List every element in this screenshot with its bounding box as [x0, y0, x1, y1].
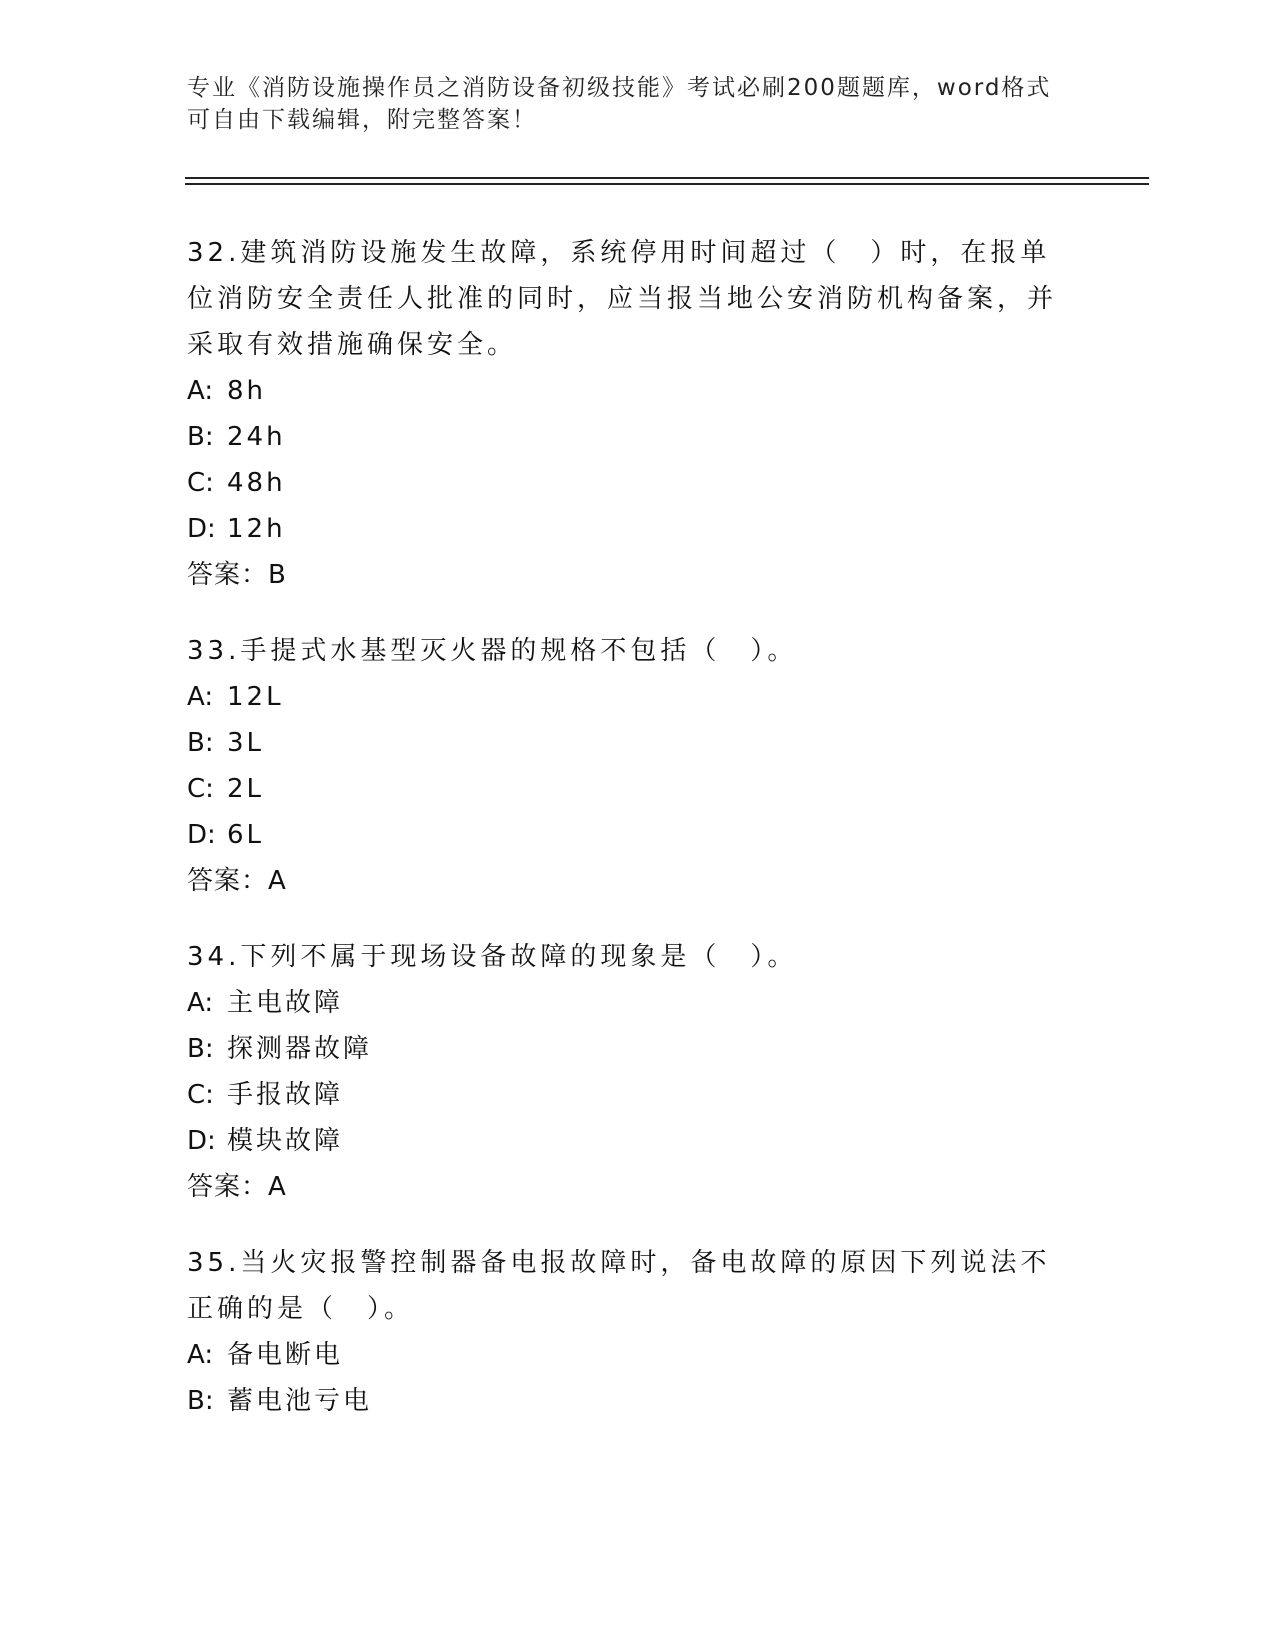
- option-key: B:: [187, 728, 214, 758]
- option-d: [187, 506, 1077, 552]
- question-list: [187, 230, 1077, 1454]
- answer-line: 答案：B: [187, 560, 287, 590]
- option-key: B:: [187, 1034, 214, 1064]
- header-divider: [185, 177, 1149, 179]
- option-text: 3L: [227, 728, 265, 758]
- question-stem: 33.手提式水基型灭火器的规格不包括（ ）。: [187, 636, 798, 666]
- option-key: D:: [187, 514, 216, 544]
- option-text: 12L: [227, 682, 284, 712]
- option-a: [187, 674, 1077, 720]
- question-35: [187, 1240, 1077, 1424]
- option-key: A:: [187, 1340, 214, 1370]
- question-33: [187, 628, 1077, 904]
- option-c: [187, 766, 1077, 812]
- option-d: [187, 1118, 1077, 1164]
- option-key: D:: [187, 820, 216, 850]
- option-text: 8h: [227, 376, 267, 406]
- option-key: C:: [187, 1080, 214, 1110]
- answer-line: 答案：A: [187, 866, 287, 896]
- option-a: [187, 980, 1077, 1026]
- option-text: 探测器故障: [227, 1034, 373, 1064]
- option-text: 48h: [227, 468, 286, 498]
- option-text: 备电断电: [227, 1340, 344, 1370]
- option-text: 模块故障: [227, 1126, 344, 1156]
- option-b: [187, 1378, 1077, 1424]
- option-key: B:: [187, 1386, 214, 1416]
- question-34: [187, 934, 1077, 1210]
- option-a: [187, 1332, 1077, 1378]
- option-text: 主电故障: [227, 988, 344, 1018]
- option-a: [187, 368, 1077, 414]
- option-text: 12h: [227, 514, 286, 544]
- option-key: A:: [187, 988, 214, 1018]
- answer-line: 答案：A: [187, 1172, 287, 1202]
- option-key: A:: [187, 376, 214, 406]
- document-header: 专业《消防设施操作员之消防设备初级技能》考试必刷200题题库，word格式可自由下载编辑，附完整答案！: [187, 75, 1052, 133]
- option-text: 2L: [227, 774, 265, 804]
- option-text: 蓄电池亏电: [227, 1386, 373, 1416]
- option-key: C:: [187, 468, 214, 498]
- question-32: [187, 230, 1077, 598]
- option-text: 24h: [227, 422, 286, 452]
- option-key: C:: [187, 774, 214, 804]
- option-text: 手报故障: [227, 1080, 344, 1110]
- option-b: [187, 720, 1077, 766]
- option-b: [187, 414, 1077, 460]
- option-key: B:: [187, 422, 214, 452]
- question-stem: 35.当火灾报警控制器备电报故障时，备电故障的原因下列说法不正确的是（ ）。: [187, 1248, 1051, 1324]
- question-stem: 34.下列不属于现场设备故障的现象是（ ）。: [187, 942, 798, 972]
- option-c: [187, 460, 1077, 506]
- header-divider-secondary: [185, 183, 1149, 185]
- question-stem: 32.建筑消防设施发生故障，系统停用时间超过（ ）时，在报单位消防安全责任人批准的同时，应当报当地公安消防机构备案，并采取有效措施确保安全。: [187, 238, 1058, 360]
- option-b: [187, 1026, 1077, 1072]
- option-key: D:: [187, 1126, 216, 1156]
- option-key: A:: [187, 682, 214, 712]
- option-d: [187, 812, 1077, 858]
- option-c: [187, 1072, 1077, 1118]
- option-text: 6L: [227, 820, 265, 850]
